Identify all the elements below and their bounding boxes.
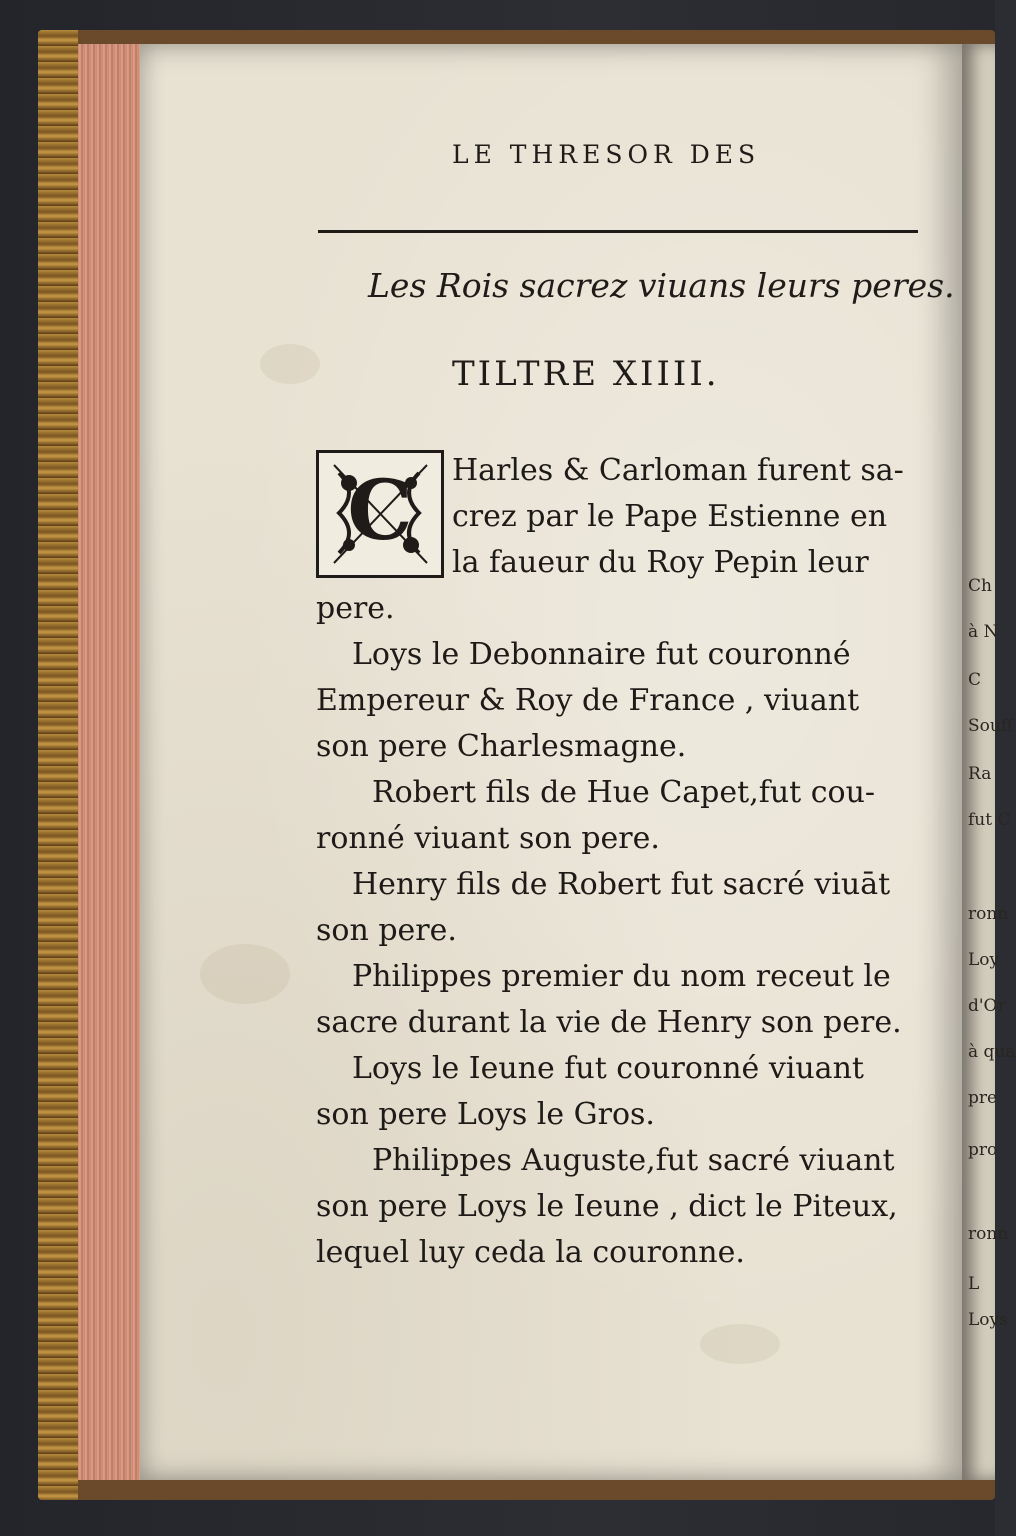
text-line: Loys le Debonnaire fut couronné [352, 637, 851, 672]
text-line: crez par le Pape Estienne en [452, 499, 888, 534]
text-line: son pere Charlesmagne. [316, 729, 687, 764]
text-line: son pere Loys le Gros. [316, 1097, 655, 1132]
paper-stain [200, 944, 290, 1004]
text-line: pere. [316, 591, 395, 626]
initial-ornament-icon [319, 453, 441, 575]
facing-text-fragment: à N [968, 622, 999, 642]
text-line: Henry fils de Robert fut sacré viuāt [352, 867, 891, 902]
facing-text-fragment: L [968, 1274, 980, 1294]
text-line: son pere Loys le Ieune , dict le Piteux, [316, 1189, 898, 1224]
facing-text-fragment: Loys [968, 1310, 1008, 1330]
facing-text-fragment: à qua [968, 1042, 1016, 1062]
drop-cap-letter: C [347, 463, 413, 559]
text-line: sacre durant la vie de Henry son pere. [316, 1005, 902, 1040]
text-line: Philippes Auguste,fut sacré viuant [372, 1143, 895, 1178]
text-line: ronné viuant son pere. [316, 821, 660, 856]
text-line: Harles & Carloman furent sa- [452, 453, 904, 488]
facing-text-fragment: pro [968, 1140, 998, 1160]
facing-text-fragment: Ch [968, 576, 992, 596]
text-line: Robert fils de Hue Capet,fut cou- [372, 775, 876, 810]
facing-text-fragment: pre [968, 1088, 998, 1108]
paper-stain [700, 1324, 780, 1364]
section-heading: Les Rois sacrez viuans leurs peres. [368, 266, 955, 305]
text-line: Empereur & Roy de France , viuant [316, 683, 860, 718]
facing-text-fragment: Ra [968, 764, 992, 784]
header-rule [318, 230, 918, 233]
paper-stain [260, 344, 320, 384]
section-title: TILTRE XIIII. [452, 354, 720, 394]
gilt-cover-edge [38, 30, 78, 1500]
text-line: la faueur du Roy Pepin leur [452, 545, 869, 580]
facing-text-fragment: Souff [968, 716, 1013, 736]
page-edges [78, 44, 148, 1480]
facing-text-fragment: Loy [968, 950, 1000, 970]
running-head: LE THRESOR DES [452, 140, 761, 169]
decorated-initial [316, 450, 444, 578]
text-line: Philippes premier du nom receut le [352, 959, 891, 994]
facing-text-fragment: d'Or [968, 996, 1006, 1016]
facing-text-fragment: C [968, 670, 982, 690]
text-line: lequel luy ceda la couronne. [316, 1235, 745, 1270]
facing-text-fragment: ronn [968, 904, 1009, 924]
facing-text-fragment: ronn [968, 1224, 1009, 1244]
facing-text-fragment: fut C [968, 810, 1011, 830]
text-line: son pere. [316, 913, 457, 948]
text-line: Loys le Ieune fut couronné viuant [352, 1051, 864, 1086]
facing-page-edge [962, 44, 1016, 1480]
